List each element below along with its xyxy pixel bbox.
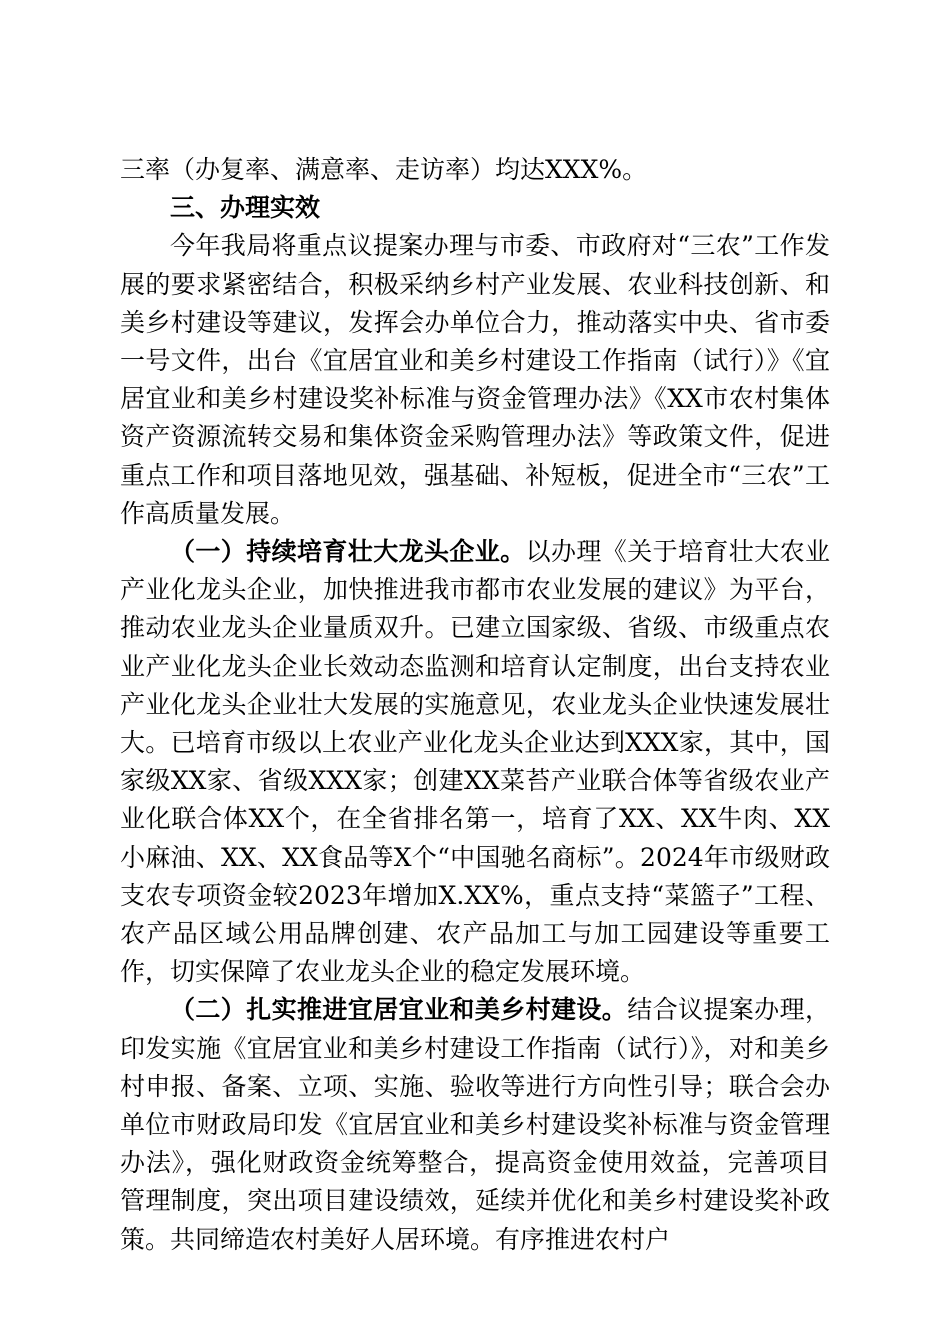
item1-body: 以办理《关于培育壮大农业产业化龙头企业，加快推进我市都市农业发展的建议》为平台，推动农业龙头企业量质双升。已建立国家级、省级、市级重点农业产业化龙头企业长效动态监测和培育认定制度，出台支持农业产业化龙头企业壮大发展的实施意见，农业龙头企业快速发展壮大。已培育市级以上农业产业化龙头企业达到XXX家，其中，国家级XX家、省级XXX家；创建XX菜苔产业联合体等省级农业产业化联合体XX个，在全省排名第一，培育了XX、XX牛肉、XX小麻油、XX、XX食品等X个“中国驰名商标”。2024年市级财政支农专项资金较2023年增加X.XX%，重点支持“菜篮子”工程、农产品区域公用品牌创建、农产品加工与加工园建设等重要工作，切实保障了农业龙头企业的稳定发展环境。: [120, 537, 830, 987]
document-page: [120, 151, 830, 1259]
item2-body: 结合议提案办理，印发实施《宜居宜业和美乡村建设工作指南（试行）》，对和美乡村申报、备案、立项、实施、验收等进行方向性引导；联合会办单位市财政局印发《宜居宜业和美乡村建设奖补标准与资金管理办法》，强化财政资金统筹整合，提高资金使用效益，完善项目管理制度，突出项目建设绩效，延续并优化和美乡村建设奖补政策。共同缔造农村美好人居环境。有序推进农村户: [120, 995, 830, 1254]
item2-lead: （二）扎实推进宜居宜业和美乡村建设。: [170, 995, 628, 1025]
intro-paragraph: 今年我局将重点议提案办理与市委、市政府对“三农”工作发展的要求紧密结合，积极采纳乡村产业发展、农业科技创新、和美乡村建设等建议，发挥会办单位合力，推动落实中央、省市委一号文件，出台《宜居宜业和美乡村建设工作指南（试行）》《宜居宜业和美乡村建设奖补标准与资金管理办法》《XX市农村集体资产资源流转交易和集体资金采购管理办法》等政策文件，促进重点工作和项目落地见效，强基础、补短板，促进全市“三农”工作高质量发展。: [120, 231, 830, 528]
continuation-paragraph: 三率（办复率、满意率、走访率）均达XXX%。: [120, 155, 648, 184]
item2-paragraph: [120, 991, 830, 1258]
section-heading: 三、办理实效: [170, 193, 321, 223]
item1-paragraph: [120, 533, 830, 991]
item1-lead: （一）持续培育壮大龙头企业。: [170, 537, 526, 567]
